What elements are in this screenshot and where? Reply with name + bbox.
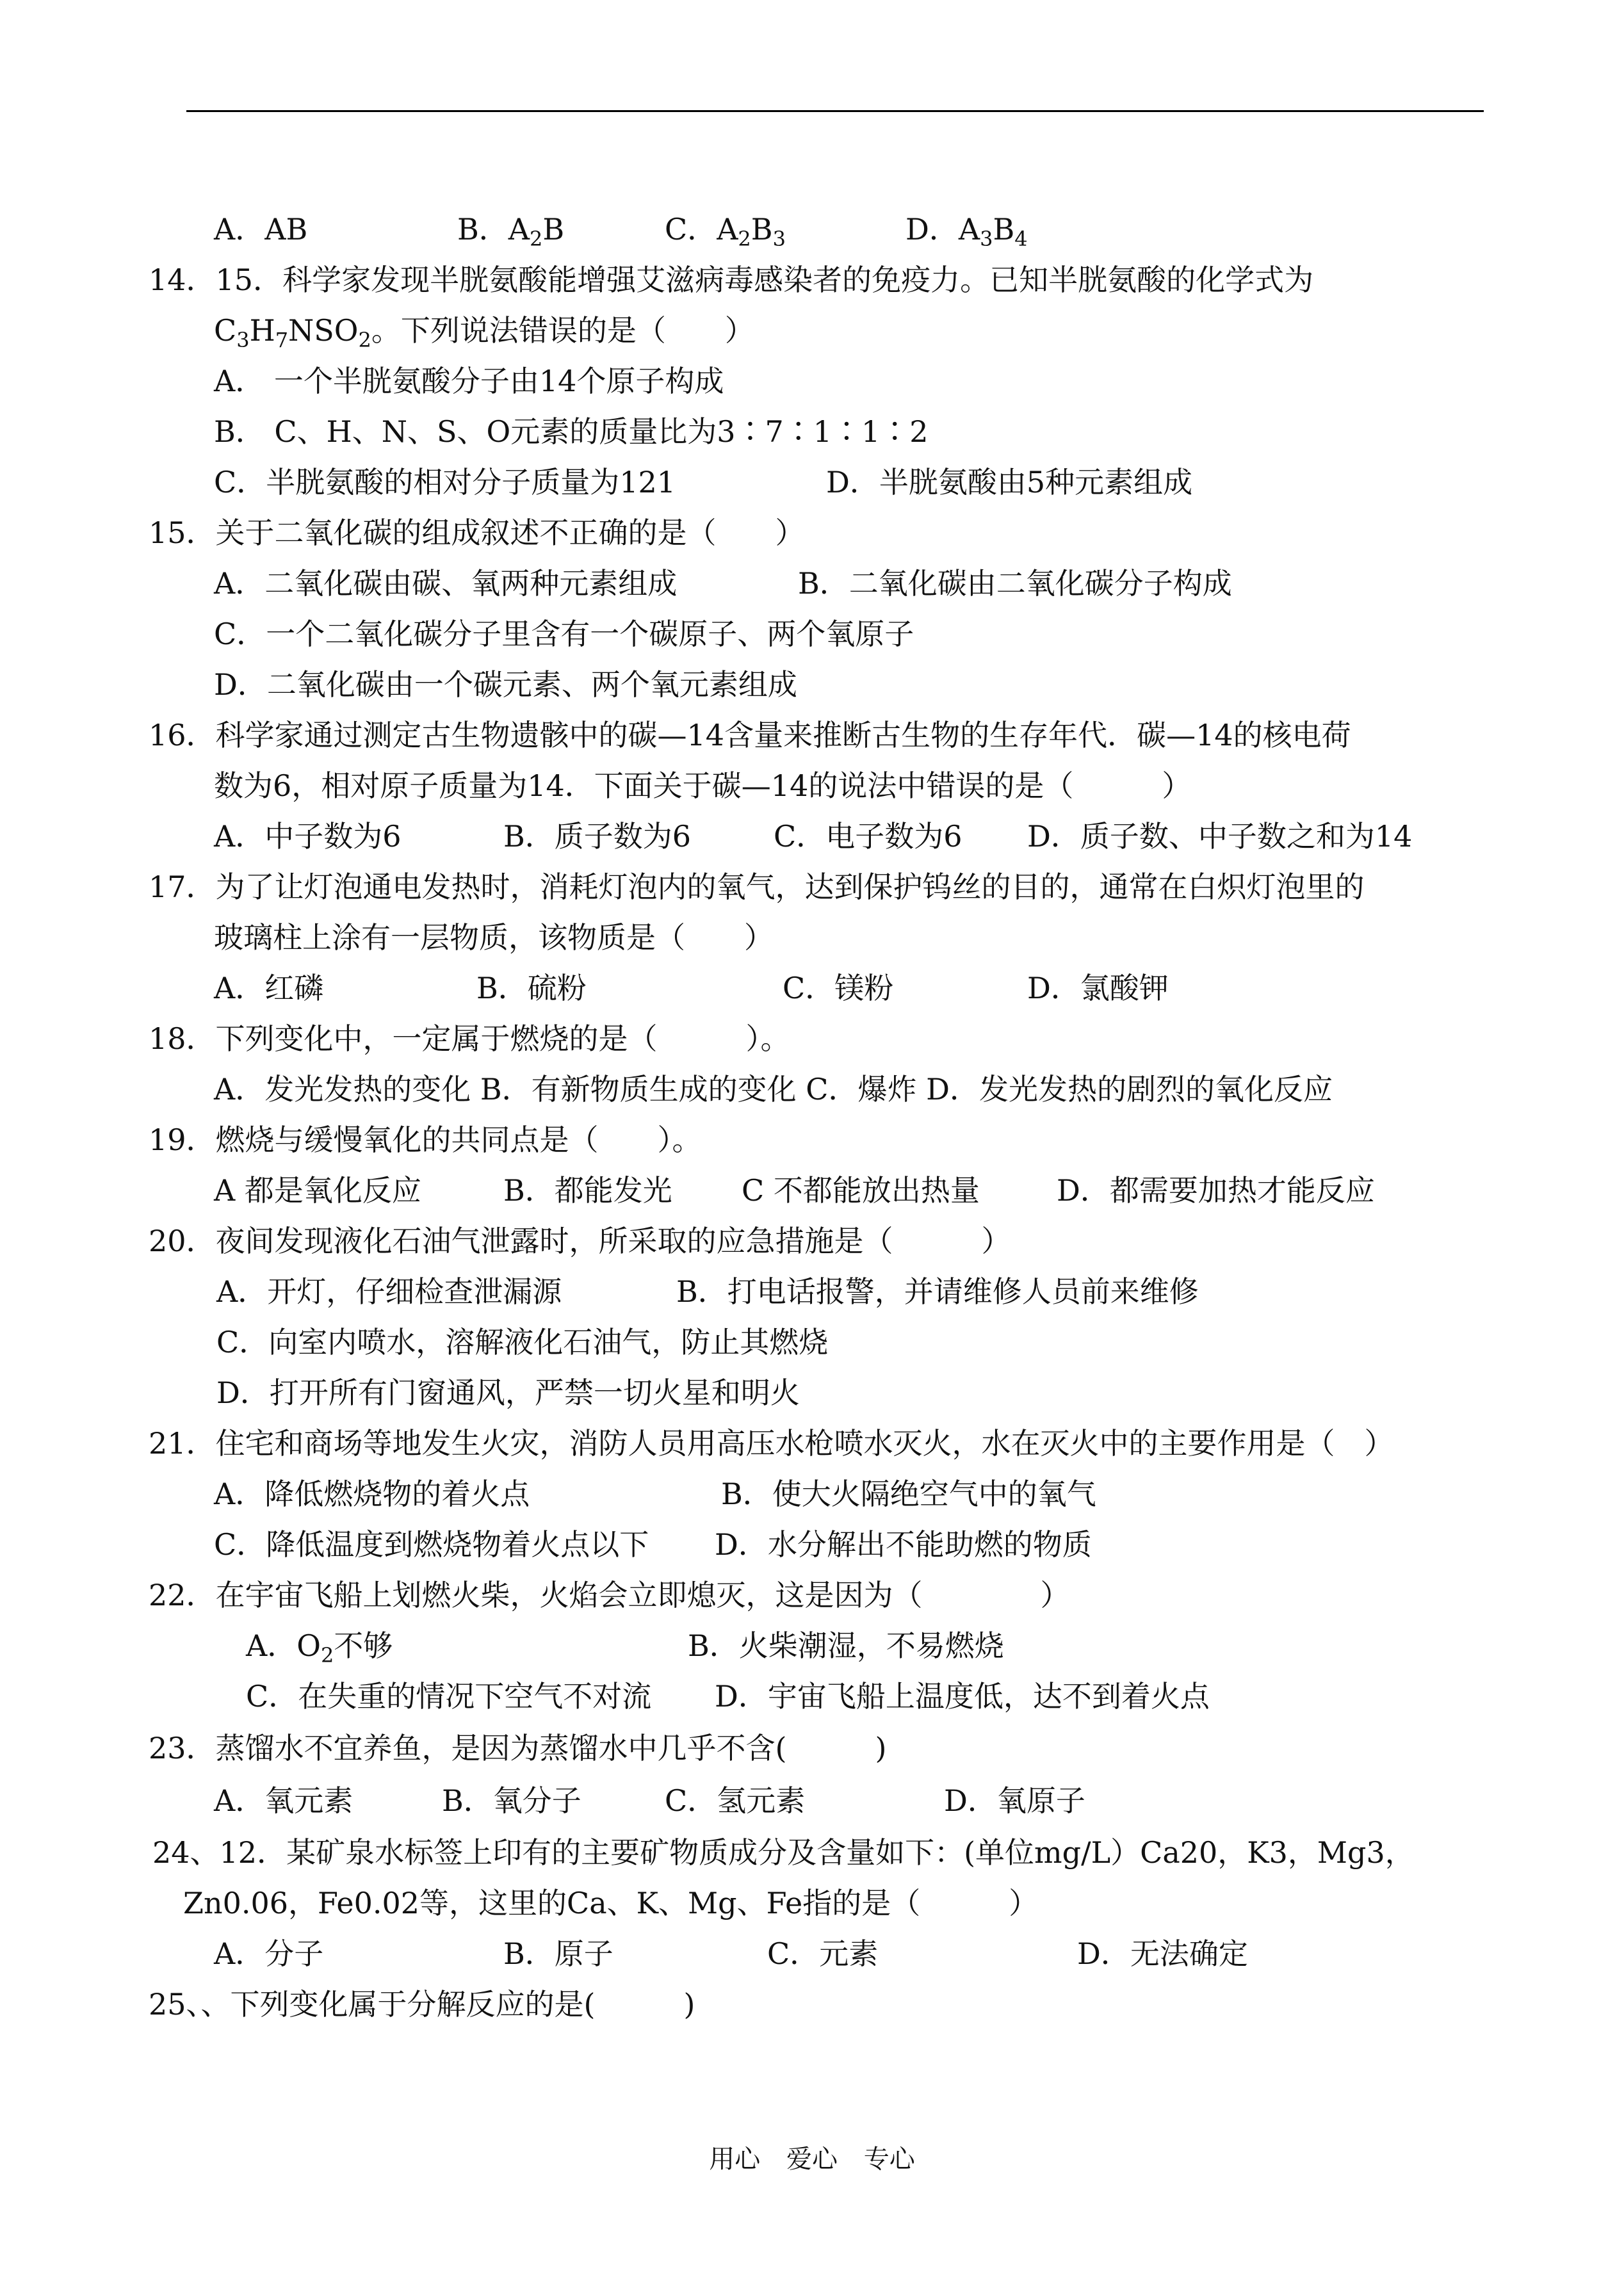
q23-option-b: B．氧分子: [442, 1783, 581, 1818]
q14-option-d: D．半胱氨酸由5种元素组成: [826, 465, 1193, 499]
q21-option-b: B．使大火隔绝空气中的氧气: [721, 1477, 1096, 1511]
q17-option-b: B．硫粉: [476, 971, 587, 1005]
q22-option-b: B．火柴潮湿，不易燃烧: [688, 1628, 1004, 1663]
q21-option-c: C．降低温度到燃烧物着火点以下: [214, 1527, 649, 1562]
q24-option-a: A．分子: [214, 1936, 324, 1971]
q23-option-d: D．氧原子: [944, 1783, 1085, 1818]
q20-option-a: A．开灯，仔细检查泄漏源: [216, 1274, 562, 1309]
q17-option-d: D．氯酸钾: [1027, 971, 1169, 1005]
q24-option-d: D．无法确定: [1077, 1936, 1248, 1971]
q24-option-c: C．元素: [767, 1936, 879, 1971]
q13-option-a: A．AB: [214, 212, 308, 247]
q16-option-b: B．质子数为6: [503, 819, 692, 854]
q19-option-a: A 都是氧化反应: [214, 1173, 421, 1208]
q21-option-a: A．降低燃烧物的着火点: [214, 1477, 530, 1511]
q15-option-b: B．二氧化碳由二氧化碳分子构成: [798, 566, 1232, 601]
q15-option-a: A．二氧化碳由碳、氧两种元素组成: [214, 566, 678, 601]
q16-option-a: A．中子数为6: [214, 819, 402, 854]
q14-option-c: C．半胱氨酸的相对分子质量为121: [214, 465, 676, 499]
q19-option-d: D．都需要加热才能反应: [1057, 1173, 1375, 1208]
q13-option-c: C．$A_2B_3$: [665, 212, 786, 251]
q22-option-c: C．在失重的情况下空气不对流: [246, 1679, 652, 1714]
q22-option-d: D．宇宙飞船上温度低，达不到着火点: [715, 1679, 1210, 1714]
header-rule: [186, 110, 1484, 112]
q13-option-b: B．$A_2B$: [457, 212, 565, 251]
footer-word-2: 爱心: [786, 2145, 838, 2174]
q19-option-b: B．都能发光: [503, 1173, 672, 1208]
footer-word-1: 用心: [709, 2145, 761, 2174]
q21-option-d: D．水分解出不能助燃的物质: [715, 1527, 1092, 1562]
page-footer: [0, 2140, 1624, 2178]
q20-option-b: B．打电话报警，并请维修人员前来维修: [676, 1274, 1199, 1309]
q23-option-a: A．氧元素: [214, 1783, 353, 1818]
q22-option-a: A．$O_2$不够: [246, 1628, 393, 1667]
footer-word-3: 专心: [863, 2145, 915, 2174]
q19-option-c: C 不都能放出热量: [742, 1173, 980, 1208]
q16-option-c: C．电子数为6: [774, 819, 962, 854]
q16-option-d: D．质子数、中子数之和为14: [1027, 819, 1413, 854]
q23-option-c: C．氢元素: [665, 1783, 806, 1818]
q17-option-a: A．红磷: [214, 971, 324, 1005]
q13-option-d: D．$A_3B_4$: [905, 212, 1028, 251]
q24-option-b: B．原子: [503, 1936, 613, 1971]
q17-option-c: C．镁粉: [783, 971, 894, 1005]
